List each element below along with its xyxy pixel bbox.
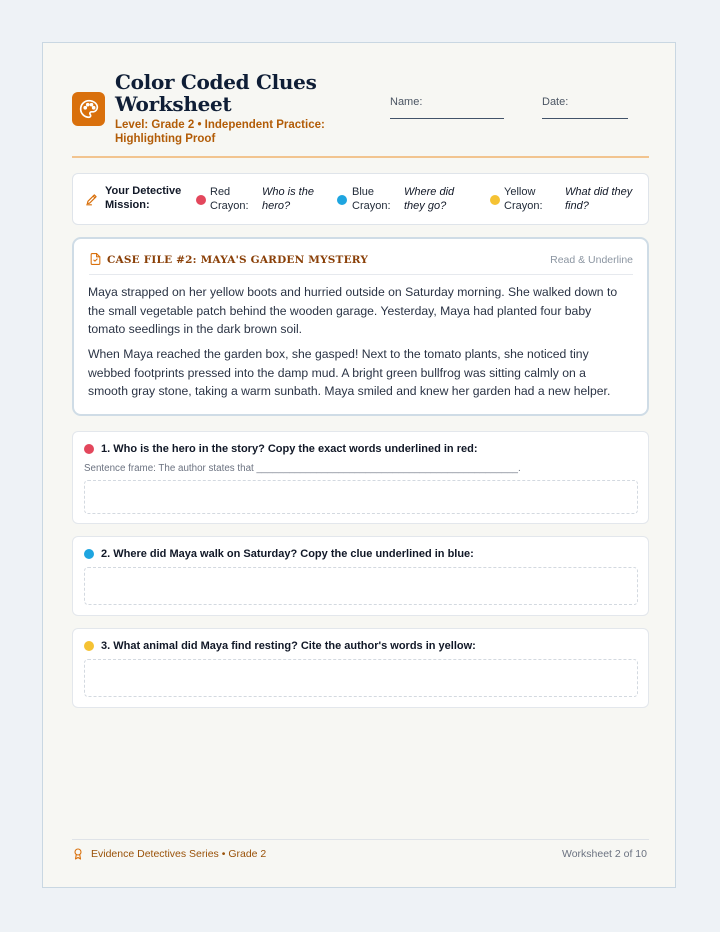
- question-text-2: 2. Where did Maya walk on Saturday? Copy the clue underlined in blue:: [101, 548, 474, 560]
- blue-dot-icon: [337, 195, 347, 205]
- case-file-title: CASE FILE #2: MAYA'S GARDEN MYSTERY: [107, 254, 369, 266]
- mission-bar: [72, 173, 649, 225]
- series-label: Evidence Detectives Series • Grade 2: [91, 848, 267, 860]
- case-file-divider: [89, 274, 633, 275]
- mission-question-yellow: What did they find?: [565, 186, 633, 212]
- question-card-1: [72, 431, 649, 524]
- mission-question-blue: Where did they go?: [404, 186, 455, 212]
- answer-box-1[interactable]: [84, 480, 638, 514]
- date-field[interactable]: [542, 118, 628, 119]
- palette-icon: [72, 92, 105, 126]
- date-label: Date:: [542, 96, 569, 108]
- footer-divider: [72, 839, 649, 840]
- document-icon: [89, 252, 102, 271]
- question-card-2: [72, 536, 649, 616]
- worksheet-page: [42, 42, 676, 888]
- page-counter: Worksheet 2 of 10: [561, 848, 647, 860]
- question-text-1: 1. Who is the hero in the story? Copy the exact words underlined in red:: [101, 443, 478, 455]
- sentence-frame: Sentence frame: The author states that ________________________________________________.: [84, 463, 521, 474]
- answer-box-2[interactable]: [84, 567, 638, 605]
- story-paragraph: When Maya reached the garden box, she gasped! Next to the tomato plants, she noticed tiny webbed footprints pressed into the damp mud. A bright green bullfrog was sitting calmly on a smooth gray stone, taking a warm sunbath. Maya smiled and knew her garden had a new helper.: [88, 347, 611, 399]
- blue-dot-icon: [84, 549, 94, 559]
- question-text-3: 3. What animal did Maya find resting? Cite the author's words in yellow:: [101, 640, 476, 652]
- mission-label-red: Red Crayon:: [210, 186, 249, 212]
- story-paragraph: Maya strapped on her yellow boots and hurried outside on Saturday morning. She walked down to the small vegetable patch behind the wooden garage. Yesterday, Maya had planted four baby tomato seedlings in the dark brown soil.: [88, 285, 618, 337]
- award-icon: [72, 847, 84, 866]
- name-label: Name:: [390, 96, 423, 108]
- mission-title: Your Detective Mission:: [105, 185, 182, 211]
- mission-label-yellow: Yellow Crayon:: [504, 186, 543, 212]
- name-field[interactable]: [390, 118, 504, 119]
- mission-question-red: Who is the hero?: [262, 186, 314, 212]
- question-card-3: [72, 628, 649, 708]
- level-subtitle: Level: Grade 2 • Independent Practice: Highlighting Proof: [115, 119, 325, 145]
- case-file-tag: Read & Underline: [550, 254, 633, 266]
- yellow-dot-icon: [490, 195, 500, 205]
- answer-box-3[interactable]: [84, 659, 638, 697]
- red-dot-icon: [84, 444, 94, 454]
- pencil-icon: [85, 192, 99, 211]
- case-file-card: [72, 237, 649, 416]
- mission-label-blue: Blue Crayon:: [352, 186, 391, 212]
- page-title: Color Coded Clues Worksheet: [115, 70, 317, 116]
- red-dot-icon: [196, 195, 206, 205]
- header-divider: [72, 156, 649, 158]
- yellow-dot-icon: [84, 641, 94, 651]
